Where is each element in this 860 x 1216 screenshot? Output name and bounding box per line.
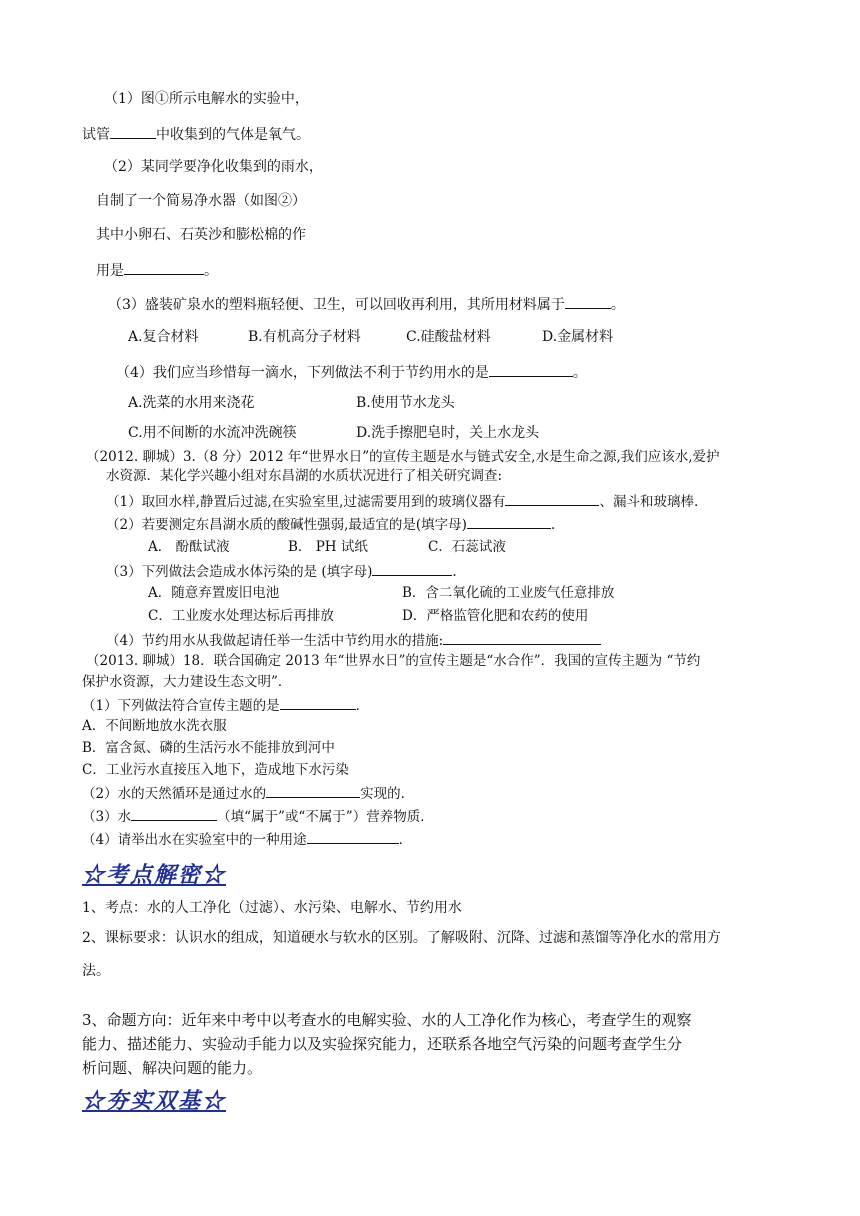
answer-blank bbox=[124, 260, 204, 275]
answer-blank bbox=[505, 491, 599, 506]
p1-q2-line-b: 自制了一个简易净水器（如图②） bbox=[96, 193, 306, 209]
p3-intro-b: 保护水资源，大力建设生态文明”． bbox=[82, 674, 292, 690]
p2-intro-b: 水资源．某化学兴趣小组对东昌湖的水质状况进行了相关研究调查: bbox=[106, 468, 503, 484]
text: （填“属于”或“不属于”）营养物质． bbox=[217, 809, 434, 825]
text: 用是 bbox=[96, 263, 124, 279]
text: （4）节约用水从我做起请任举一生活中节约用水的措施: bbox=[106, 633, 444, 649]
text: . bbox=[550, 517, 556, 533]
p2-q3-line bbox=[106, 561, 457, 581]
text: 试管 bbox=[82, 127, 110, 143]
p3-option-c: C．工业污水直接压入地下，造成地下水污染 bbox=[82, 762, 349, 778]
key-point-3-line-a: 3、命题方向：近年来中考中以考查水的电解实验、水的人工净化作为核心，考查学生的观察 bbox=[82, 1011, 692, 1029]
p1-q2-line-c: 其中小卵石、石英沙和膨松棉的作 bbox=[96, 227, 306, 243]
p3-q2-line bbox=[82, 783, 414, 803]
p2-q3-option-a: A．随意弃置废旧电池 bbox=[148, 585, 280, 601]
p3-q4-line bbox=[82, 829, 412, 849]
p3-option-b: B．富含氮、磷的生活污水不能排放到河中 bbox=[82, 740, 335, 756]
answer-blank bbox=[489, 362, 573, 377]
p2-q2-option-b: B． PH 试纸 bbox=[288, 539, 368, 555]
answer-blank bbox=[280, 695, 356, 710]
text: （3）水 bbox=[82, 809, 132, 825]
answer-blank bbox=[110, 124, 156, 139]
p1-q4-line bbox=[116, 362, 587, 382]
key-point-2-line-b: 法。 bbox=[82, 963, 110, 979]
p2-q2-option-a: A． 酚酞试液 bbox=[148, 539, 230, 555]
p1-q4-option-a: A.洗菜的水用来浇花 bbox=[128, 395, 255, 411]
text: 。 bbox=[204, 263, 218, 279]
answer-blank bbox=[131, 806, 217, 821]
text: （3）下列做法会造成水体污染的是 (填字母) bbox=[106, 564, 373, 580]
p1-q3-option-d: D.金属材料 bbox=[542, 329, 614, 345]
p2-q1-line bbox=[106, 491, 698, 511]
text: 。 bbox=[572, 365, 587, 381]
p1-q4-option-b: B.使用节水龙头 bbox=[356, 395, 455, 411]
answer-blank bbox=[266, 783, 360, 798]
text: 实现的． bbox=[360, 786, 415, 802]
text: 中收集到的气体是氧气。 bbox=[156, 127, 310, 143]
text: （4）我们应当珍惜每一滴水，下列做法不利于节约用水的是 bbox=[116, 365, 489, 381]
answer-blank bbox=[307, 829, 399, 844]
p1-q4-option-c: C.用不间断的水流冲洗碗筷 bbox=[128, 425, 297, 441]
p1-q1-line-b bbox=[82, 124, 310, 144]
section-title-fundamentals: ☆夯实双基☆ bbox=[82, 1088, 227, 1114]
p2-intro-a: （2012. 聊城）3.（8 分）2012 年“世界水日”的宣传主题是水与链式安全,水是生命之源,我们应该水,爱护 bbox=[86, 449, 720, 465]
text: （3）盛装矿泉水的塑料瓶轻便、卫生，可以回收再利用，其所用材料属于 bbox=[108, 297, 565, 313]
text: （1）取回水样,静置后过滤,在实验室里,过滤需要用到的玻璃仪器有 bbox=[106, 494, 506, 510]
answer-blank bbox=[372, 561, 452, 576]
key-point-2-line-a: 2、课标要求：认识水的组成，知道硬水与软水的区别。了解吸附、沉降、过滤和蒸馏等净化水的常用方 bbox=[82, 930, 721, 946]
answer-blank bbox=[443, 630, 601, 645]
p1-q1-line-a: （1）图①所示电解水的实验中， bbox=[104, 91, 309, 107]
text: ． bbox=[355, 698, 370, 714]
p2-q2-line bbox=[106, 514, 555, 534]
p2-q3-option-d: D．严格监管化肥和农药的使用 bbox=[402, 608, 589, 624]
p1-q4-option-d: D.洗手擦肥皂时，关上水龙头 bbox=[356, 425, 540, 441]
p2-q2-option-c: C．石蕊试液 bbox=[428, 539, 506, 555]
p2-q3-option-c: C．工业废水处理达标后再排放 bbox=[148, 608, 334, 624]
p3-q3-line bbox=[82, 806, 434, 826]
p2-q3-option-b: B．含二氧化硫的工业废气任意排放 bbox=[402, 585, 615, 601]
key-point-3-line-c: 析问题、解决问题的能力。 bbox=[82, 1059, 263, 1077]
p1-q3-option-b: B.有机高分子材料 bbox=[248, 329, 361, 345]
answer-blank bbox=[467, 514, 551, 529]
text: 、漏斗和玻璃棒. bbox=[599, 494, 699, 510]
p1-q3-line bbox=[108, 294, 625, 314]
key-point-1: 1、考点：水的人工净化（过滤）、水污染、电解水、节约用水 bbox=[82, 900, 462, 916]
p1-q2-line-a: （2）某同学要净化收集到的雨水， bbox=[104, 159, 323, 175]
text: . bbox=[452, 564, 457, 580]
section-title-key-points: ☆考点解密☆ bbox=[82, 862, 227, 888]
p1-q2-line-d bbox=[96, 260, 218, 280]
text: ． bbox=[398, 832, 413, 848]
p3-option-a: A．不间断地放水洗衣服 bbox=[82, 718, 227, 734]
p1-q3-option-c: C.硅酸盐材料 bbox=[406, 329, 491, 345]
text: （2）水的天然循环是通过水的 bbox=[82, 786, 267, 802]
p2-q4-line bbox=[106, 630, 601, 650]
key-point-3-line-b: 能力、描述能力、实验动手能力以及实验探究能力，还联系各地空气污染的问题考查学生分 bbox=[82, 1035, 683, 1053]
text: 。 bbox=[610, 297, 625, 313]
answer-blank bbox=[565, 294, 611, 309]
text: （4）请举出水在实验室中的一种用途 bbox=[82, 832, 307, 848]
text: （1）下列做法符合宣传主题的是 bbox=[82, 698, 280, 714]
text: （2）若要测定东昌湖水质的酸碱性强弱,最适宜的是(填字母) bbox=[106, 517, 467, 533]
p3-intro-a: （2013. 聊城）18．联合国确定 2013 年“世界水日”的宣传主题是“水合作”．我国的宣传主题为 “节约 bbox=[86, 653, 701, 669]
p3-q1-line bbox=[82, 695, 369, 715]
p1-q3-option-a: A.复合材料 bbox=[128, 329, 199, 345]
